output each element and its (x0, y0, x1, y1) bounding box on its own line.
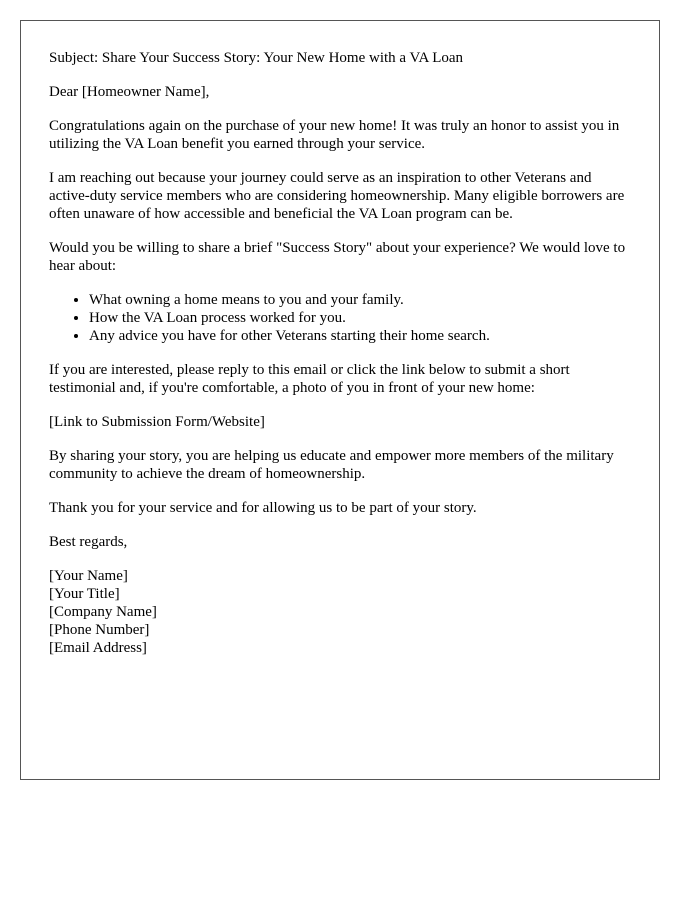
signature-block (49, 567, 631, 657)
paragraph-inspiration: I am reaching out because your journey could serve as an inspiration to other Veterans and active-duty service members who are considering homeownership. Many eligible borrowers are often unaware of how accessible and beneficial the VA Loan program can be. (49, 170, 625, 222)
paragraph-congratulations: Congratulations again on the purchase of your new home! It was truly an honor to assist you in utilizing the VA Loan benefit you earned through your service. (49, 118, 620, 152)
signature-email: [Email Address] (49, 640, 147, 656)
signature-name: [Your Name] (49, 568, 128, 584)
paragraph-thanks: Thank you for your service and for allowing us to be part of your story. (49, 500, 477, 516)
paragraph-instructions: If you are interested, please reply to this email or click the link below to submit a short testimonial and, if you're comfortable, a photo of you in front of your new home: (49, 362, 570, 396)
signature-phone: [Phone Number] (49, 622, 150, 638)
topics-list (49, 291, 631, 345)
paragraph-request: Would you be willing to share a brief "Success Story" about your experience? We would love to hear about: (49, 240, 626, 274)
signature-company: [Company Name] (49, 604, 157, 620)
list-item: • How the VA Loan process worked for you. (89, 309, 631, 327)
email-subject: Subject: Share Your Success Story: Your New Home with a VA Loan (49, 50, 464, 66)
letter-body (20, 20, 660, 780)
submission-link[interactable]: [Link to Submission Form/Website] (49, 414, 265, 430)
closing: Best regards, (49, 534, 128, 550)
list-item: • Any advice you have for other Veterans starting their home search. (89, 327, 631, 345)
signature-title: [Your Title] (49, 586, 120, 602)
list-item: • What owning a home means to you and your family. (89, 291, 631, 309)
paragraph-impact: By sharing your story, you are helping us educate and empower more members of the military community to achieve the dream of homeownership. (49, 448, 614, 482)
greeting: Dear [Homeowner Name], (49, 84, 210, 100)
